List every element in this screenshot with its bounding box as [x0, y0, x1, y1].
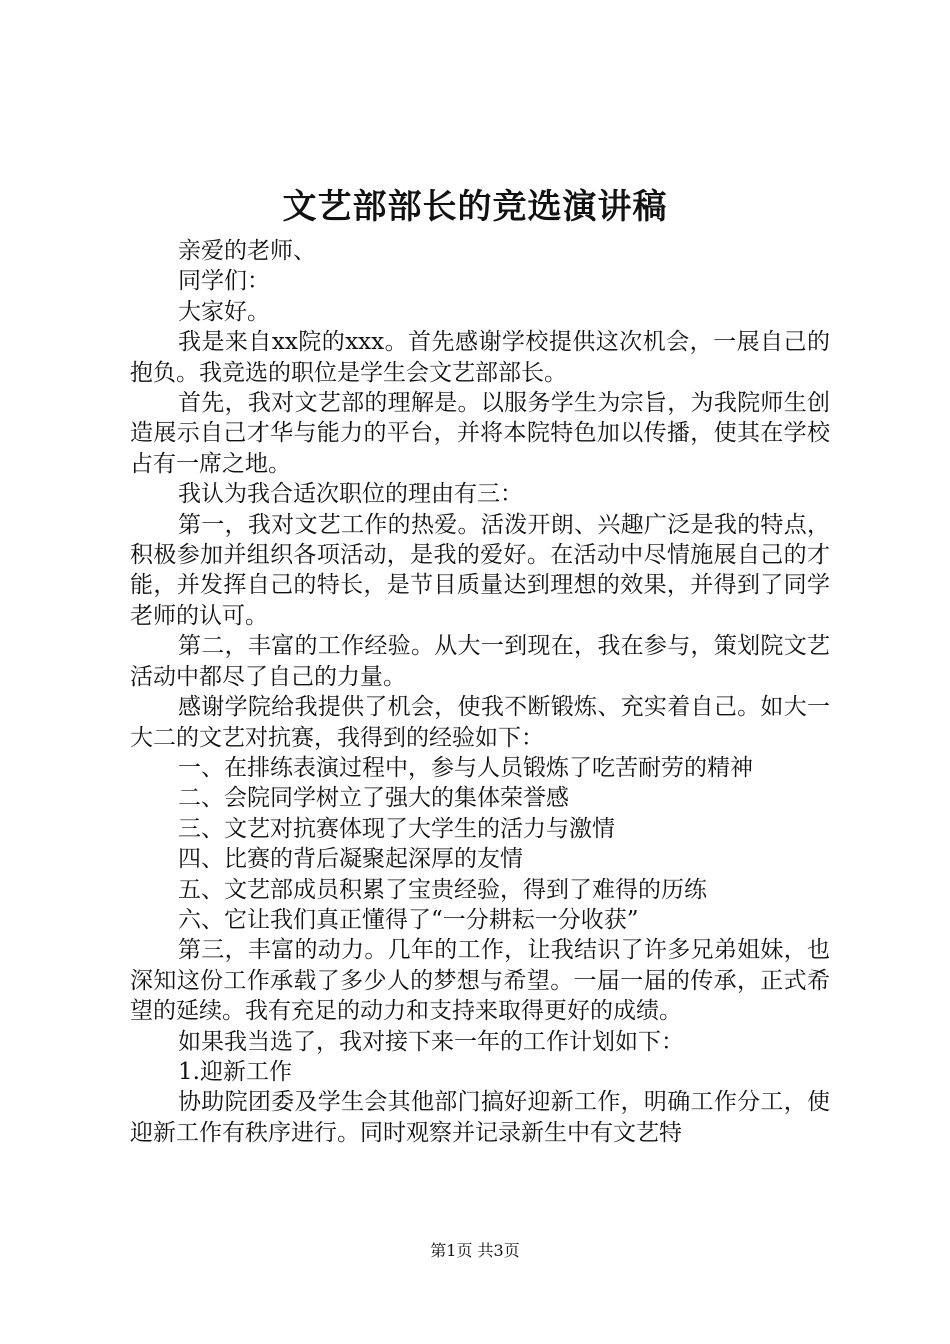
paragraph: 我是来自xx院的xxx。首先感谢学校提供这次机会，一展自己的抱负。我竞选的职位是学生会文艺部部长。 — [130, 329, 830, 386]
section-heading: 1.迎新工作 — [178, 1058, 292, 1085]
list-item: 一、在排练表演过程中，参与人员锻炼了吃苦耐劳的精神 — [178, 754, 753, 781]
list-item: 二、会院同学树立了强大的集体荣誉感 — [178, 785, 569, 812]
paragraph: 同学们： — [178, 268, 270, 295]
document-body — [130, 236, 830, 1148]
paragraph: 首先，我对文艺部的理解是。以服务学生为宗旨，为我院师生创造展示自己才华与能力的平台，并将本院特色加以传播，使其在学校占有一席之地。 — [130, 390, 830, 477]
paragraph: 第一，我对文艺工作的热爱。活泼开朗、兴趣广泛是我的特点，积极参加并组织各项活动，是我的爱好。在活动中尽情施展自己的才能，并发挥自己的特长，是节目质量达到理想的效果，并得到了同学老师的认可。 — [130, 511, 830, 629]
paragraph: 协助院团委及学生会其他部门搞好迎新工作，明确工作分工，使迎新工作有秩序进行。同时观察并记录新生中有文艺特 — [130, 1089, 830, 1146]
paragraph: 亲爱的老师、 — [178, 238, 316, 264]
list-item: 六、它让我们真正懂得了“一分耕耘一分收获” — [178, 906, 639, 933]
document-title: 文艺部部长的竞选演讲稿 — [282, 187, 668, 227]
paragraph: 第三，丰富的动力。几年的工作，让我结识了许多兄弟姐妹，也深知这份工作承载了多少人的梦想与希望。一届一届的传承，正式希望的延续。我有充足的动力和支持来取得更好的成绩。 — [130, 937, 830, 1025]
paragraph: 大家好。 — [178, 298, 270, 325]
page-footer: 第1页 共3页 — [430, 1241, 520, 1260]
paragraph: 如果我当选了，我对接下来一年的工作计划如下： — [178, 1028, 684, 1055]
list-item: 三、文艺对抗赛体现了大学生的活力与激情 — [178, 815, 615, 842]
paragraph: 我认为我合适次职位的理由有三： — [178, 481, 523, 508]
paragraph: 感谢学院给我提供了机会，使我不断锻炼、充实着自己。如大一大二的文艺对抗赛，我得到的经验如下： — [130, 694, 830, 751]
paragraph: 第二，丰富的工作经验。从大一到现在，我在参与，策划院文艺活动中都尽了自己的力量。 — [130, 633, 830, 690]
list-item: 四、比赛的背后凝聚起深厚的友情 — [178, 846, 523, 873]
list-item: 五、文艺部成员积累了宝贵经验，得到了难得的历练 — [178, 876, 707, 903]
